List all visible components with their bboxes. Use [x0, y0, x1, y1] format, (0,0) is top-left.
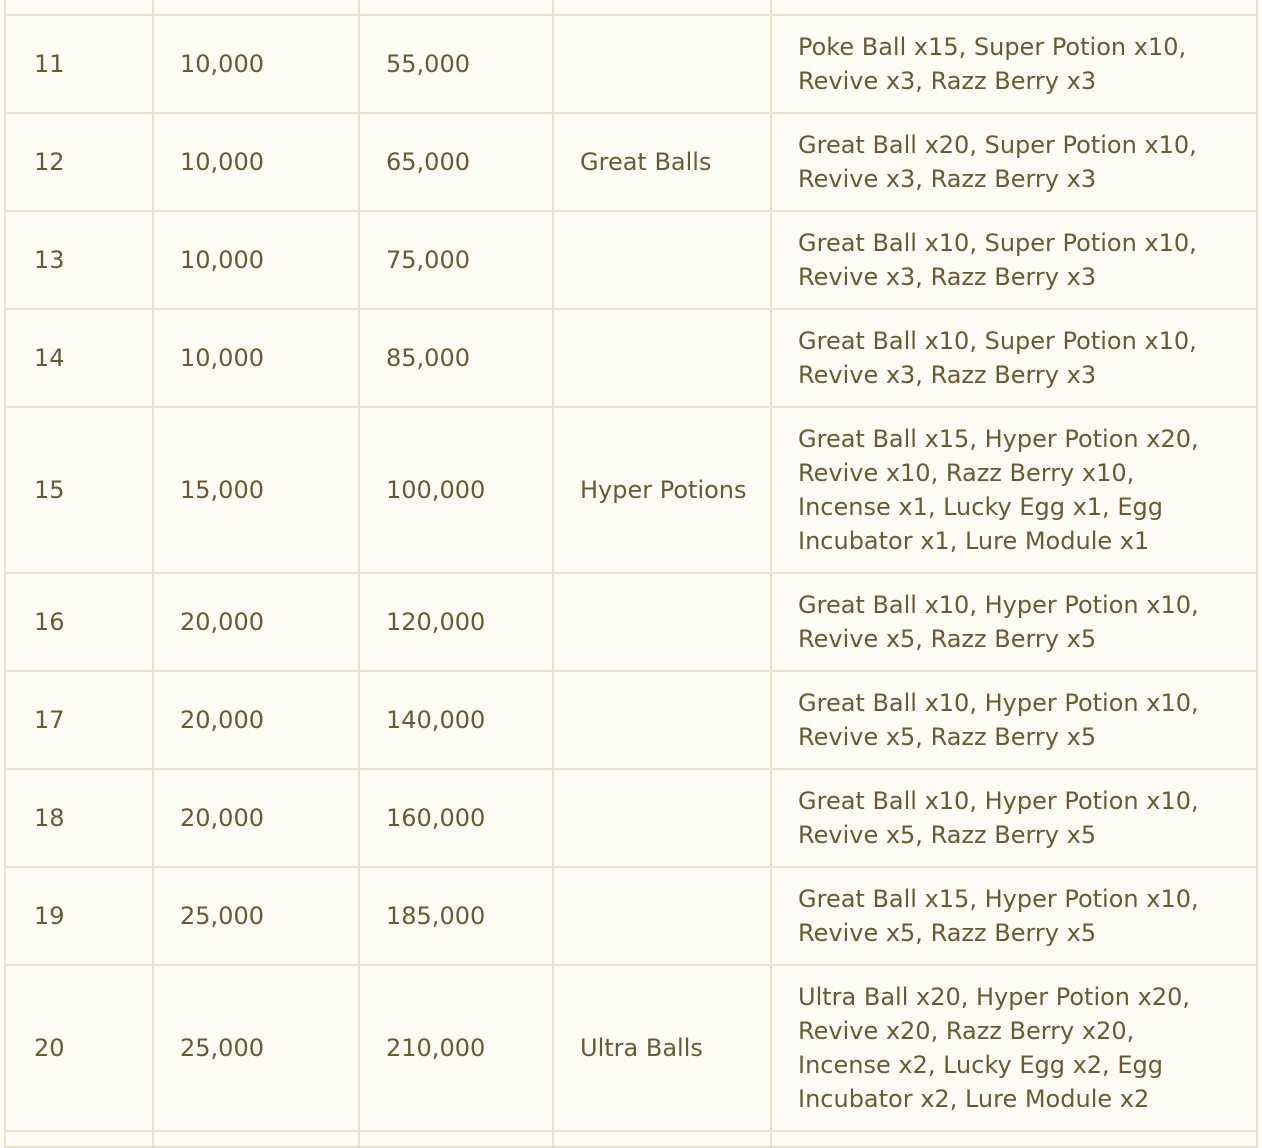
table-row: [5, 113, 1257, 211]
unlock-cell: Great Balls: [553, 113, 771, 211]
table-row: [5, 309, 1257, 407]
xp-required-cell: 20,000: [153, 671, 359, 769]
table-body: [5, 0, 1257, 1147]
reward-items-cell: Great Ball x20, Super Potion x10, Revive x3, Razz Berry x3: [771, 113, 1257, 211]
unlock-cell: [553, 867, 771, 965]
xp-required-cell: 10,000: [153, 211, 359, 309]
table-row: [5, 671, 1257, 769]
total-xp-cell: 75,000: [359, 211, 553, 309]
xp-required-cell: 10,000: [153, 113, 359, 211]
table-row: [5, 573, 1257, 671]
level-cell: 13: [5, 211, 153, 309]
total-xp-cell: 185,000: [359, 867, 553, 965]
reward-items-cell: Ultra Ball x20, Hyper Potion x20, Revive x20, Razz Berry x20, Incense x2, Lucky Egg x2, Egg Incubator x2, Lure Module x2: [771, 965, 1257, 1131]
reward-items-cell: Great Ball x10, Hyper Potion x10, Revive x5, Razz Berry x5: [771, 671, 1257, 769]
reward-items-cell: Great Ball x10, Super Potion x10, Revive x3, Razz Berry x3: [771, 309, 1257, 407]
xp-required-cell: 25,000: [153, 965, 359, 1131]
unlock-cell: [553, 211, 771, 309]
total-xp-cell: 85,000: [359, 309, 553, 407]
unlock-cell: [553, 309, 771, 407]
reward-items-cell: Great Ball x10, Hyper Potion x10, Revive x5, Razz Berry x5: [771, 769, 1257, 867]
total-xp-cell: 65,000: [359, 113, 553, 211]
level-cell: 16: [5, 573, 153, 671]
unlock-cell: [553, 769, 771, 867]
table-row-cut-top: [5, 0, 1257, 15]
table-row: [5, 965, 1257, 1131]
level-cell: 15: [5, 407, 153, 573]
reward-items-cell: Poke Ball x15, Super Potion x10, Revive x3, Razz Berry x3: [771, 15, 1257, 113]
level-cell: 18: [5, 769, 153, 867]
level-cell: 11: [5, 15, 153, 113]
level-cell: 20: [5, 965, 153, 1131]
table-row: [5, 407, 1257, 573]
unlock-cell: [553, 573, 771, 671]
table-row: [5, 15, 1257, 113]
unlock-cell: Hyper Potions: [553, 407, 771, 573]
unlock-cell: [553, 671, 771, 769]
total-xp-cell: 100,000: [359, 407, 553, 573]
xp-required-cell: 15,000: [153, 407, 359, 573]
total-xp-cell: 120,000: [359, 573, 553, 671]
total-xp-cell: 210,000: [359, 965, 553, 1131]
table-row: [5, 867, 1257, 965]
table-row: [5, 769, 1257, 867]
reward-items-cell: Great Ball x15, Hyper Potion x20, Revive x10, Razz Berry x10, Incense x1, Lucky Egg x1, Egg Incubator x1, Lure Module x1: [771, 407, 1257, 573]
unlock-cell: [553, 15, 771, 113]
table-row: [5, 211, 1257, 309]
xp-required-cell: 20,000: [153, 573, 359, 671]
table-row-cut-bottom: [5, 1131, 1257, 1147]
xp-required-cell: 10,000: [153, 309, 359, 407]
level-cell: 12: [5, 113, 153, 211]
reward-items-cell: Great Ball x10, Super Potion x10, Revive x3, Razz Berry x3: [771, 211, 1257, 309]
level-rewards-table: [4, 0, 1258, 1148]
xp-required-cell: 20,000: [153, 769, 359, 867]
xp-required-cell: 10,000: [153, 15, 359, 113]
reward-items-cell: Great Ball x15, Hyper Potion x10, Revive x5, Razz Berry x5: [771, 867, 1257, 965]
total-xp-cell: 160,000: [359, 769, 553, 867]
reward-items-cell: Great Ball x10, Hyper Potion x10, Revive x5, Razz Berry x5: [771, 573, 1257, 671]
xp-required-cell: 25,000: [153, 867, 359, 965]
unlock-cell: Ultra Balls: [553, 965, 771, 1131]
level-cell: 14: [5, 309, 153, 407]
level-cell: 17: [5, 671, 153, 769]
total-xp-cell: 140,000: [359, 671, 553, 769]
total-xp-cell: 55,000: [359, 15, 553, 113]
level-cell: 19: [5, 867, 153, 965]
